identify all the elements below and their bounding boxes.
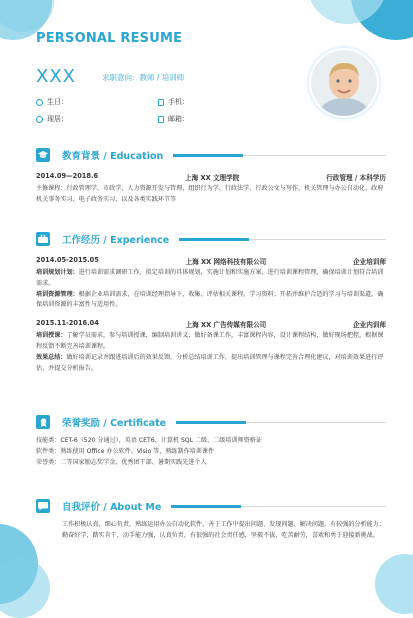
certificate-section (36, 414, 386, 468)
address-info (36, 114, 68, 124)
birthday-icon (36, 99, 43, 106)
education-courses: 主修课程：行政管理学、市政学、人力资源开发与管理、组织行为学、行政法学、行政公文与写作、机关管理与办公自动化、政府机关事务实习、电子政务实习，以及各类实践环节等 (36, 185, 384, 203)
email-icon (158, 116, 164, 123)
section-divider (173, 155, 386, 156)
duty-text: 进行培训需求调研工作，拟定培训的具体规划，实施计划和实施方案，进行培训课程管理，确保培训计划符合培训需求。 (36, 269, 384, 287)
education-period: 2014.09—2018.6 (36, 172, 99, 180)
job-intent: 求职意向：教师 / 培训师 (102, 73, 185, 82)
birth-label: 生日： (47, 98, 68, 106)
avatar-photo (311, 50, 377, 116)
experience-section (36, 231, 386, 374)
education-school: 上海 XX 文理学院 (185, 174, 240, 182)
avatar (311, 50, 377, 116)
job-period: 2015.11-2016.04 (36, 319, 99, 328)
duty-text: 做好培训记录并跟进培训后的效果反馈，分析总结培训工作，提出培训管理与课程完善合理化建议，对培训效果进行评估，并提交分析报告。 (36, 353, 384, 372)
email-label: 邮箱： (168, 115, 189, 123)
briefcase-icon (36, 232, 50, 246)
education-section (36, 147, 386, 206)
certificate-title: 荣誉奖励 / Certificate (62, 418, 167, 429)
duty-text: 根据企业培训需求，在培训经理指导下，收集、评估相关课程、学习资料；开拓并维护合适的学习与培训渠道，确保培训资源的丰富性与适用性。 (36, 290, 384, 309)
phone-info (158, 97, 189, 107)
about-title: 自我评价 / About Me (62, 502, 162, 513)
birth-info (36, 97, 68, 107)
graduation-cap-icon (36, 148, 50, 162)
phone-label: 手机： (168, 98, 189, 106)
experience-title: 工作经历 / Experience (62, 235, 170, 246)
job-duty (36, 331, 386, 353)
education-title: 教育背景 / Education (62, 151, 164, 162)
award-icon (36, 415, 50, 429)
certificate-line: 软件类：熟练使用 Office 办公软件、Visio 等，熟练制作培训课件 (36, 447, 215, 455)
duty-label: 培训授课： (36, 332, 67, 340)
job-role: 企业内训师 (353, 321, 386, 330)
chat-icon (36, 499, 50, 513)
address-label: 现居： (47, 115, 68, 123)
duty-text: 了解学员需求，参与培训授课，编制培训讲义，做好备课工作，丰富课程内容，设计课程结构，做好现场把控，根据课程反馈不断完善培训课程。 (36, 332, 384, 350)
section-divider (179, 239, 386, 240)
job-row (36, 256, 386, 266)
duty-label: 效果总结： (36, 353, 67, 361)
duty-label: 培训资源管理： (36, 290, 79, 298)
job-duty (36, 290, 386, 312)
job-role: 企业培训师 (353, 258, 386, 266)
phone-icon (158, 99, 164, 106)
about-text: 工作积极认真，细心负责，熟练运用办公自动化软件，善于工作中提出问题、发现问题、解决问题，有较强的分析能力；勤奋好学，踏实肯干，动手能力强，认真负责，有很强的社会责任感，坚毅不拔，吃苦耐劳，喜欢和勇于迎接新挑战。 (62, 521, 385, 539)
job-company: 上海 XX 网络科技有限公司 (185, 258, 267, 266)
job-period: 2014.05-2015.05 (36, 256, 99, 264)
about-section (36, 498, 386, 542)
education-major: 行政管理 / 本科学历 (326, 174, 386, 182)
email-info (158, 114, 189, 124)
job-row (36, 319, 386, 329)
certificate-line: 技能类：CET-6（520 分通过），英语 CET6、计算机 SQL 二级、二级培训师资格证 (36, 437, 262, 444)
corner-decoration (0, 558, 50, 618)
corner-decoration (0, 0, 54, 32)
job-company: 上海 XX 广告传媒有限公司 (185, 321, 267, 330)
certificate-line: 荣誉类：二等国家励志奖学金、优秀团干部、暑期实践先进个人 (36, 458, 207, 466)
job-duty (36, 268, 386, 290)
location-icon (36, 116, 43, 123)
applicant-name: XXX (36, 66, 76, 87)
section-divider (171, 506, 386, 507)
duty-label: 培训规划计划： (36, 269, 79, 276)
job-duty (36, 353, 386, 375)
corner-decoration (375, 554, 413, 614)
section-divider (176, 422, 386, 423)
resume-title: PERSONAL RESUME (36, 31, 183, 46)
education-row (36, 172, 386, 182)
